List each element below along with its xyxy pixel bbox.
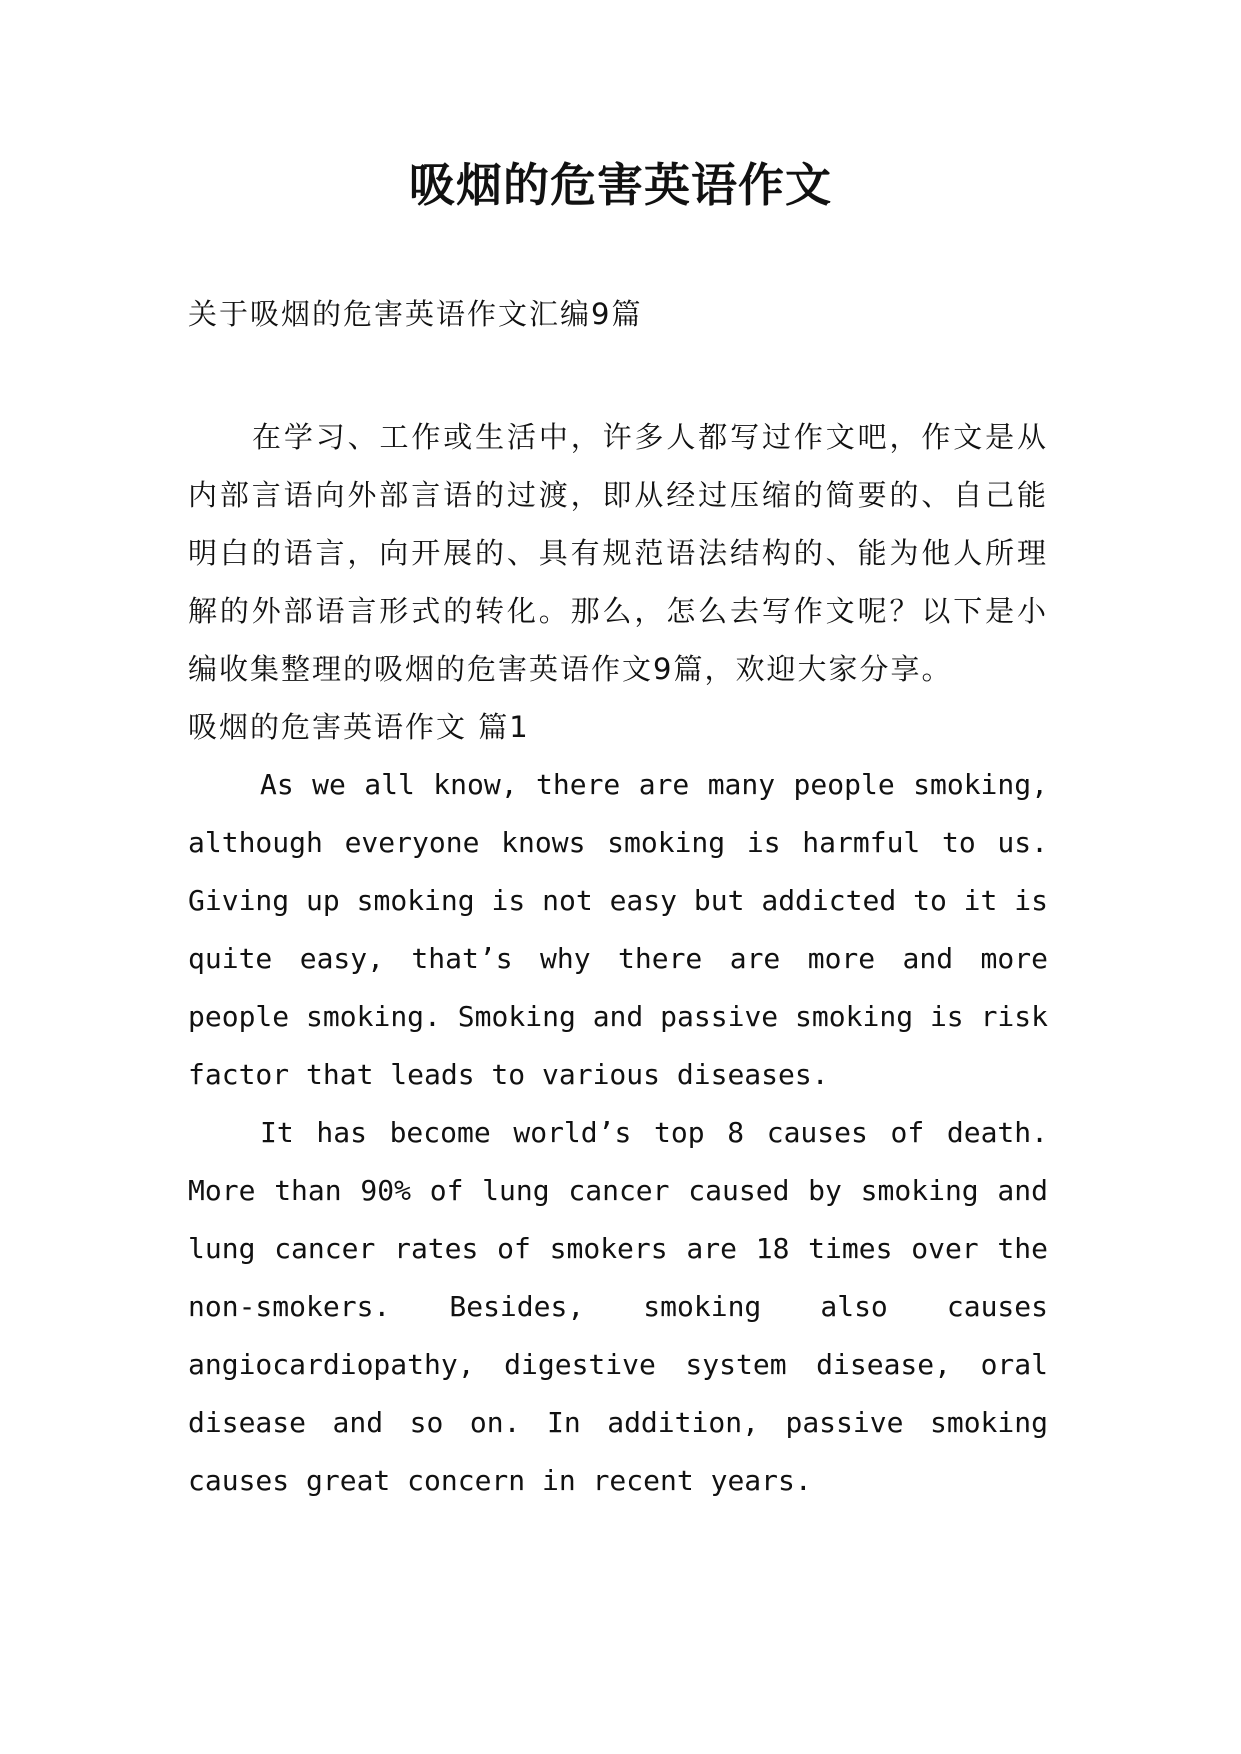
essay-paragraph: As we all know, there are many people smoking, although everyone knows smoking is harmful to us. Giving up smoking is not easy but addicted to it is quite easy, that’s why there are more and more people smoking. Smoking and passive smoking is risk factor that leads to various diseases. [188,768,1048,1091]
document-title: 吸烟的危害英语作文 [409,158,832,212]
essay-paragraph: It has become world’s top 8 causes of death. More than 90% of lung cancer caused by smoking and lung cancer rates of smokers are 18 times over the non-smokers. Besides, smoking also causes angiocardiopathy, digestive system disease, oral disease and so on. In addition, passive smoking causes great concern in recent years. [188,1116,1048,1497]
document-body [188,290,1048,1510]
intro-paragraph: 在学习、工作或生活中，许多人都写过作文吧，作文是从内部言语向外部言语的过渡，即从经过压缩的简要的、自己能明白的语言，向开展的、具有规范语法结构的、能为他人所理解的外部语言形式的转化。那么，怎么去写作文呢？以下是小编收集整理的吸烟的危害英语作文9篇，欢迎大家分享。 [188,420,1048,686]
document-subtitle: 关于吸烟的危害英语作文汇编9篇 [188,297,643,331]
section-heading: 吸烟的危害英语作文 篇1 [188,710,530,744]
